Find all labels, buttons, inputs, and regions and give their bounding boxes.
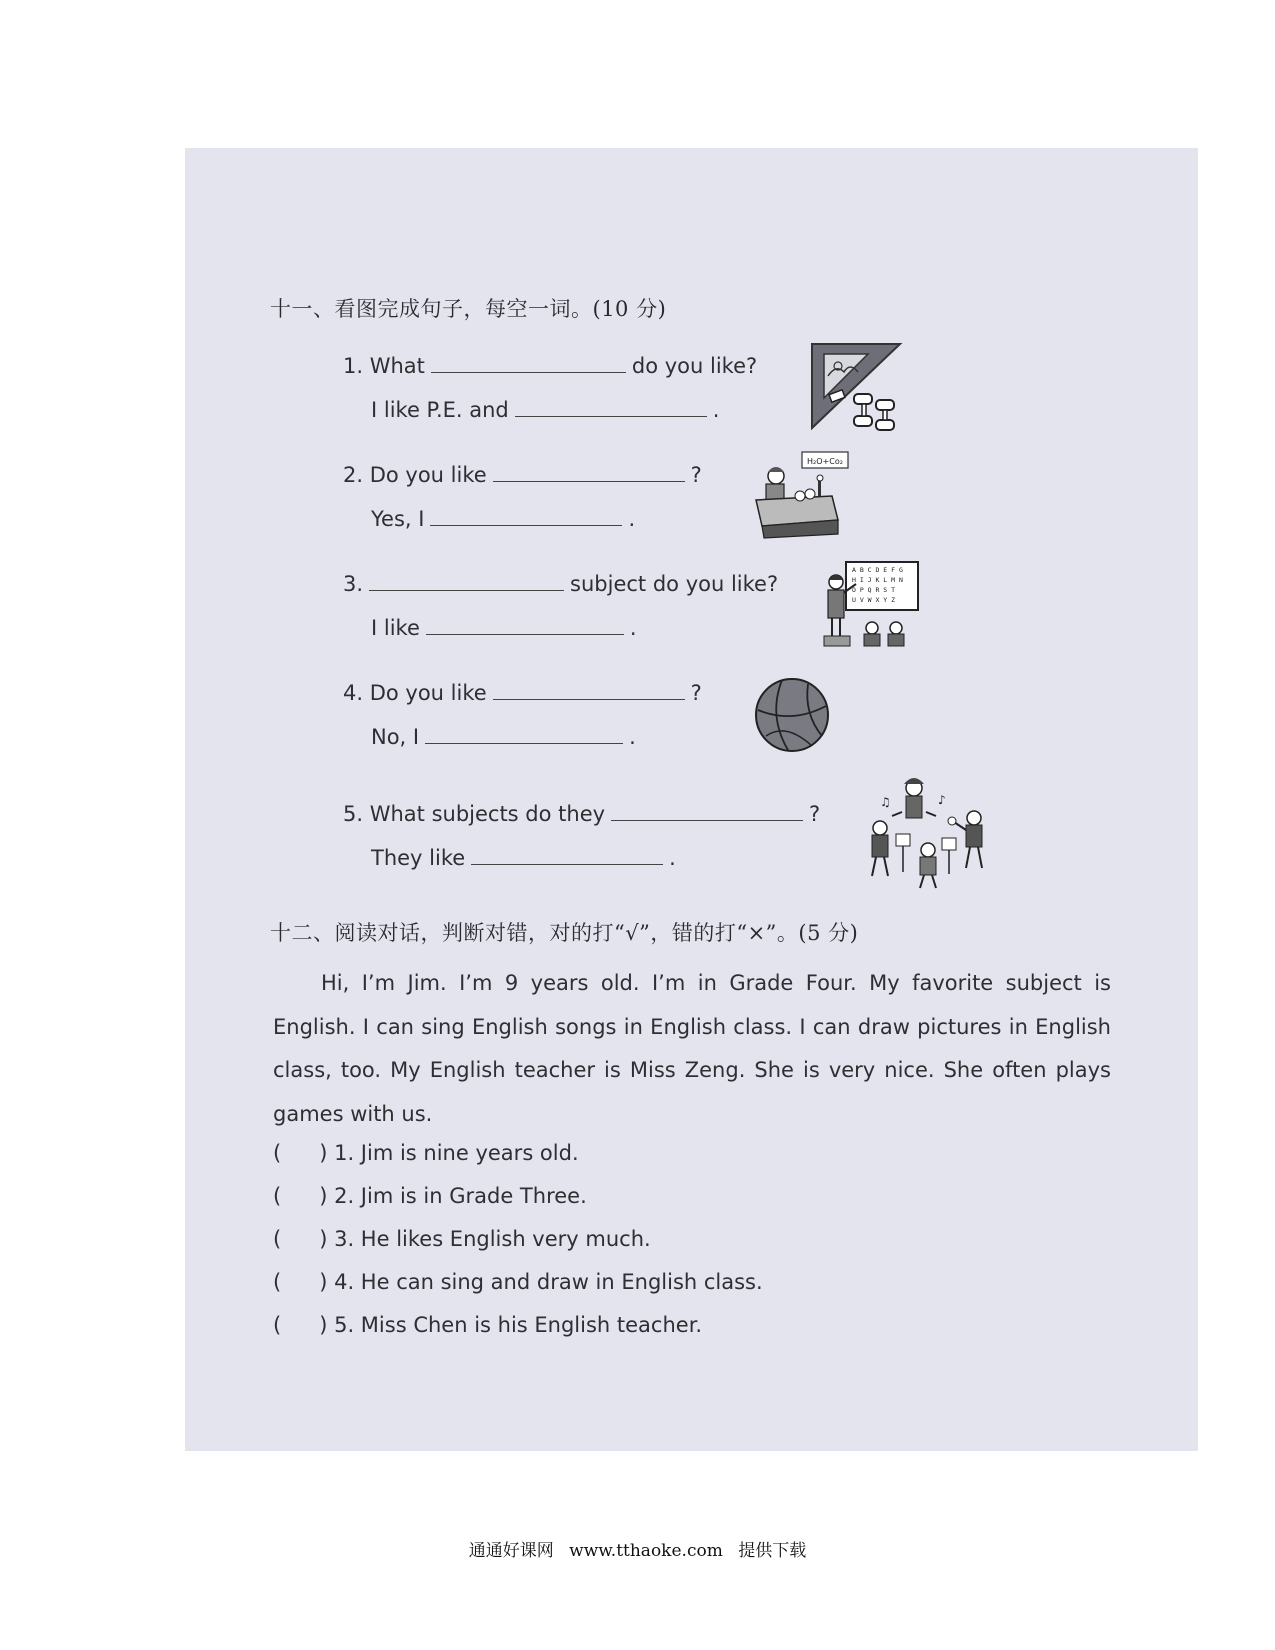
section-11-title: 十一、看图完成句子，每空一词。(10 分) xyxy=(270,297,667,321)
q5-b-prefix: They like xyxy=(371,846,466,870)
q2-b-suffix: . xyxy=(628,507,636,531)
q5-blank-2[interactable] xyxy=(471,863,663,865)
judge-item-3 xyxy=(273,1227,651,1251)
judge-item-1 xyxy=(273,1141,579,1165)
q5-blank-1[interactable] xyxy=(611,819,803,821)
q3-blank-2[interactable] xyxy=(426,633,624,635)
q4-line-b xyxy=(371,725,636,749)
reading-passage xyxy=(273,962,1111,1136)
board-row-1: A B C D E F G xyxy=(852,566,903,574)
answer-paren-open: ( xyxy=(273,1270,282,1294)
q5-line-b xyxy=(371,846,676,870)
q5-prefix: 5. What subjects do they xyxy=(343,802,606,826)
passage-line-2: English. I can sing English songs in English class. I can draw pictures in English xyxy=(273,1014,1111,1039)
footer-url-link[interactable]: www.tthaoke.com xyxy=(569,1541,723,1561)
q3-blank-1[interactable] xyxy=(369,589,564,591)
passage-line-1: Hi, I’m Jim. I’m 9 years old. I’m in Grade Four. My favorite subject is xyxy=(321,971,1111,995)
q5-line-a xyxy=(343,802,820,826)
scanned-page xyxy=(185,148,1198,1451)
answer-paren-close: ) xyxy=(319,1141,328,1165)
answer-paren-close: ) xyxy=(319,1184,328,1208)
q1-blank-1[interactable] xyxy=(431,371,626,373)
footer-site-name: 通通好课网 xyxy=(468,1541,554,1561)
statement-5: 5. Miss Chen is his English teacher. xyxy=(334,1313,703,1337)
q1-prefix: 1. What xyxy=(343,354,425,378)
q2-suffix: ? xyxy=(690,463,702,487)
statement-1: 1. Jim is nine years old. xyxy=(334,1141,579,1165)
art-pe-picture xyxy=(808,342,904,434)
basketball-picture xyxy=(752,676,832,754)
passage-line-4: games with us. xyxy=(273,1101,433,1126)
q2-blank-2[interactable] xyxy=(430,524,622,526)
section-12-title: 十二、阅读对话，判断对错，对的打“√”，错的打“×”。(5 分) xyxy=(270,921,859,945)
statement-3: 3. He likes English very much. xyxy=(334,1227,651,1251)
q2-line-b xyxy=(371,507,635,531)
q3-line-b xyxy=(371,616,637,640)
q1-blank-2[interactable] xyxy=(515,415,707,417)
q1-b-suffix: . xyxy=(712,398,720,422)
q1-line-a xyxy=(343,354,757,378)
answer-paren-close: ) xyxy=(319,1313,328,1337)
judge-item-5 xyxy=(273,1313,702,1337)
passage-line-3: class, too. My English teacher is Miss Zeng. She is very nice. She often plays xyxy=(273,1058,1111,1082)
q4-suffix: ? xyxy=(690,681,702,705)
q1-line-b xyxy=(371,398,719,422)
science-picture xyxy=(752,450,852,540)
q4-b-prefix: No, I xyxy=(371,725,420,749)
q3-b-suffix: . xyxy=(629,616,637,640)
q5-b-suffix: . xyxy=(669,846,676,870)
statement-4: 4. He can sing and draw in English class. xyxy=(334,1270,763,1294)
q2-b-prefix: Yes, I xyxy=(371,507,425,531)
q2-line-a xyxy=(343,463,702,487)
q3-suffix: subject do you like? xyxy=(570,572,779,596)
answer-paren-open: ( xyxy=(273,1184,282,1208)
english-class-picture xyxy=(822,560,922,652)
q4-prefix: 4. Do you like xyxy=(343,681,487,705)
judge-item-2 xyxy=(273,1184,587,1208)
svg-text:♫: ♫ xyxy=(880,795,891,809)
statement-2: 2. Jim is in Grade Three. xyxy=(334,1184,587,1208)
q5-suffix: ? xyxy=(809,802,821,826)
q4-b-suffix: . xyxy=(629,725,636,749)
answer-paren-open: ( xyxy=(273,1313,282,1337)
answer-paren-open: ( xyxy=(273,1227,282,1251)
board-row-4: U V W X Y Z xyxy=(852,596,896,604)
svg-text:♪: ♪ xyxy=(938,793,946,807)
q1-b-prefix: I like P.E. and xyxy=(371,398,509,422)
science-board-text: H₂O+Co₂ xyxy=(807,457,843,466)
q3-b-prefix: I like xyxy=(371,616,420,640)
q2-prefix: 2. Do you like xyxy=(343,463,487,487)
footer-action: 提供下载 xyxy=(738,1541,807,1561)
board-row-2: H I J K L M N xyxy=(852,576,903,584)
download-footer xyxy=(0,1536,1275,1561)
board-row-3: O P Q R S T xyxy=(852,586,896,594)
music-class-picture xyxy=(862,776,992,892)
answer-paren-close: ) xyxy=(319,1270,328,1294)
q4-line-a xyxy=(343,681,702,705)
q3-line-a xyxy=(343,572,778,596)
answer-paren-close: ) xyxy=(319,1227,328,1251)
q3-prefix: 3. xyxy=(343,572,364,596)
q4-blank-1[interactable] xyxy=(493,698,685,700)
q1-suffix: do you like? xyxy=(631,354,758,378)
judge-item-4 xyxy=(273,1270,763,1294)
q2-blank-1[interactable] xyxy=(493,480,685,482)
q4-blank-2[interactable] xyxy=(425,742,623,744)
answer-paren-open: ( xyxy=(273,1141,282,1165)
